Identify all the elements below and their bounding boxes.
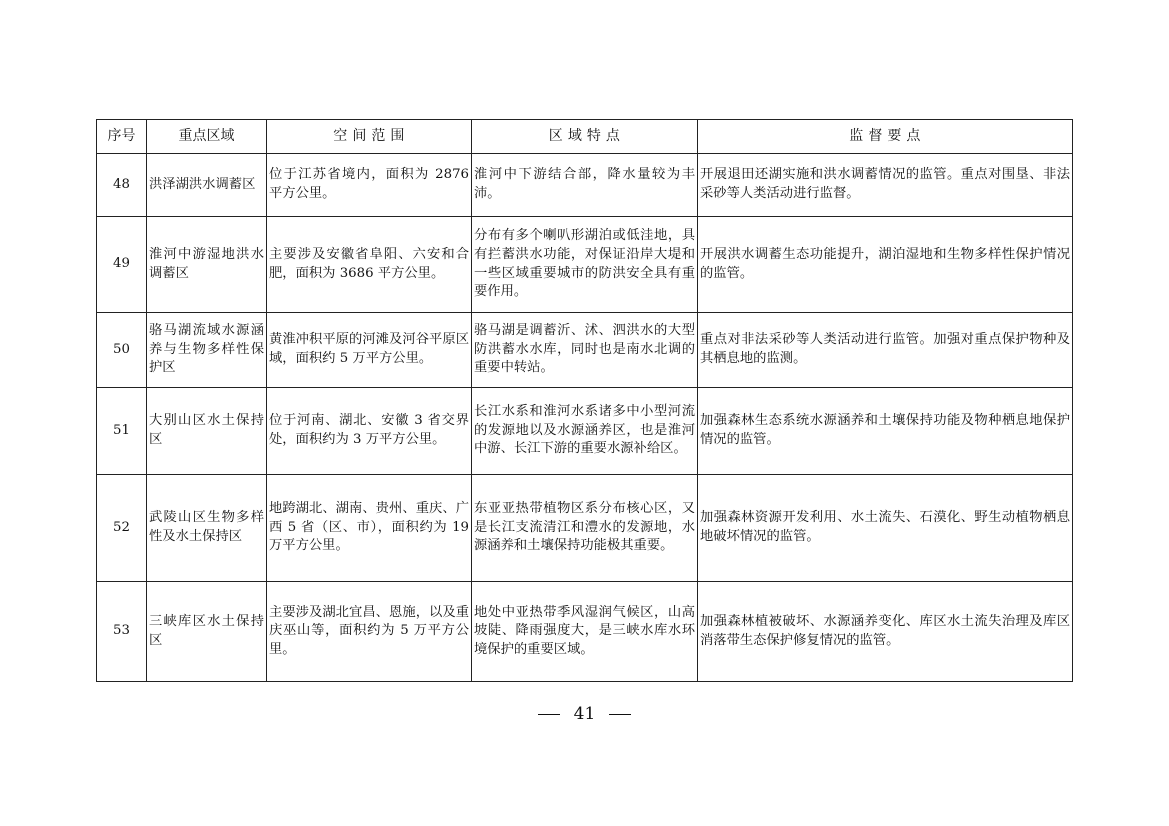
row-scope: 主要涉及安徽省阜阳、六安和合肥，面积为 3686 平方公里。 xyxy=(267,217,472,313)
row-region: 洪泽湖洪水调蓄区 xyxy=(147,154,267,217)
header-no: 序号 xyxy=(97,120,147,154)
row-no: 51 xyxy=(97,388,147,475)
row-no: 53 xyxy=(97,582,147,682)
row-scope: 位于河南、湖北、安徽 3 省交界处，面积约为 3 万平方公里。 xyxy=(267,388,472,475)
row-region: 淮河中游湿地洪水调蓄区 xyxy=(147,217,267,313)
key-regions-table xyxy=(96,119,1073,682)
header-features: 区 域 特 点 xyxy=(472,120,698,154)
table-row xyxy=(97,217,1073,313)
row-supervision: 加强森林生态系统水源涵养和土壤保持功能及物种栖息地保护情况的监管。 xyxy=(698,388,1073,475)
row-no: 48 xyxy=(97,154,147,217)
row-supervision: 开展退田还湖实施和洪水调蓄情况的监管。重点对围垦、非法采砂等人类活动进行监督。 xyxy=(698,154,1073,217)
row-region: 骆马湖流域水源涵养与生物多样性保护区 xyxy=(147,313,267,388)
footer-dash-right xyxy=(609,714,631,715)
table-row xyxy=(97,582,1073,682)
row-features: 地处中亚热带季风湿润气候区，山高坡陡、降雨强度大，是三峡水库水环境保护的重要区域。 xyxy=(472,582,698,682)
footer-dash-left xyxy=(538,714,560,715)
header-supervision: 监 督 要 点 xyxy=(698,120,1073,154)
row-scope: 位于江苏省境内，面积为 2876 平方公里。 xyxy=(267,154,472,217)
page-footer xyxy=(0,704,1169,724)
row-features: 淮河中下游结合部，降水量较为丰沛。 xyxy=(472,154,698,217)
table-header-row xyxy=(97,120,1073,154)
table-row xyxy=(97,388,1073,475)
header-scope: 空 间 范 围 xyxy=(267,120,472,154)
row-supervision: 加强森林植被破坏、水源涵养变化、库区水土流失治理及库区消落带生态保护修复情况的监管。 xyxy=(698,582,1073,682)
row-supervision: 加强森林资源开发利用、水土流失、石漠化、野生动植物栖息地破坏情况的监管。 xyxy=(698,475,1073,582)
row-region: 大别山区水土保持区 xyxy=(147,388,267,475)
row-scope: 地跨湖北、湖南、贵州、重庆、广西 5 省（区、市），面积约为 19 万平方公里。 xyxy=(267,475,472,582)
row-scope: 主要涉及湖北宜昌、恩施，以及重庆巫山等，面积约为 5 万平方公里。 xyxy=(267,582,472,682)
row-supervision: 开展洪水调蓄生态功能提升，湖泊湿地和生物多样性保护情况的监管。 xyxy=(698,217,1073,313)
table-row xyxy=(97,154,1073,217)
header-region: 重点区域 xyxy=(147,120,267,154)
row-region: 武陵山区生物多样性及水土保持区 xyxy=(147,475,267,582)
row-features: 东亚亚热带植物区系分布核心区，又是长江支流清江和澧水的发源地，水源涵养和土壤保持功能极其重要。 xyxy=(472,475,698,582)
row-features: 分布有多个喇叭形湖泊或低洼地，具有拦蓄洪水功能，对保证沿岸大堤和一些区域重要城市的防洪安全具有重要作用。 xyxy=(472,217,698,313)
table-row xyxy=(97,313,1073,388)
page-number: 41 xyxy=(573,704,596,724)
row-scope: 黄淮冲积平原的河滩及河谷平原区域，面积约 5 万平方公里。 xyxy=(267,313,472,388)
row-features: 长江水系和淮河水系诸多中小型河流的发源地以及水源涵养区，也是淮河中游、长江下游的重要水源补给区。 xyxy=(472,388,698,475)
row-features: 骆马湖是调蓄沂、沭、泗洪水的大型防洪蓄水水库，同时也是南水北调的重要中转站。 xyxy=(472,313,698,388)
row-supervision: 重点对非法采砂等人类活动进行监管。加强对重点保护物种及其栖息地的监测。 xyxy=(698,313,1073,388)
row-no: 50 xyxy=(97,313,147,388)
row-no: 52 xyxy=(97,475,147,582)
row-region: 三峡库区水土保持区 xyxy=(147,582,267,682)
table-row xyxy=(97,475,1073,582)
row-no: 49 xyxy=(97,217,147,313)
